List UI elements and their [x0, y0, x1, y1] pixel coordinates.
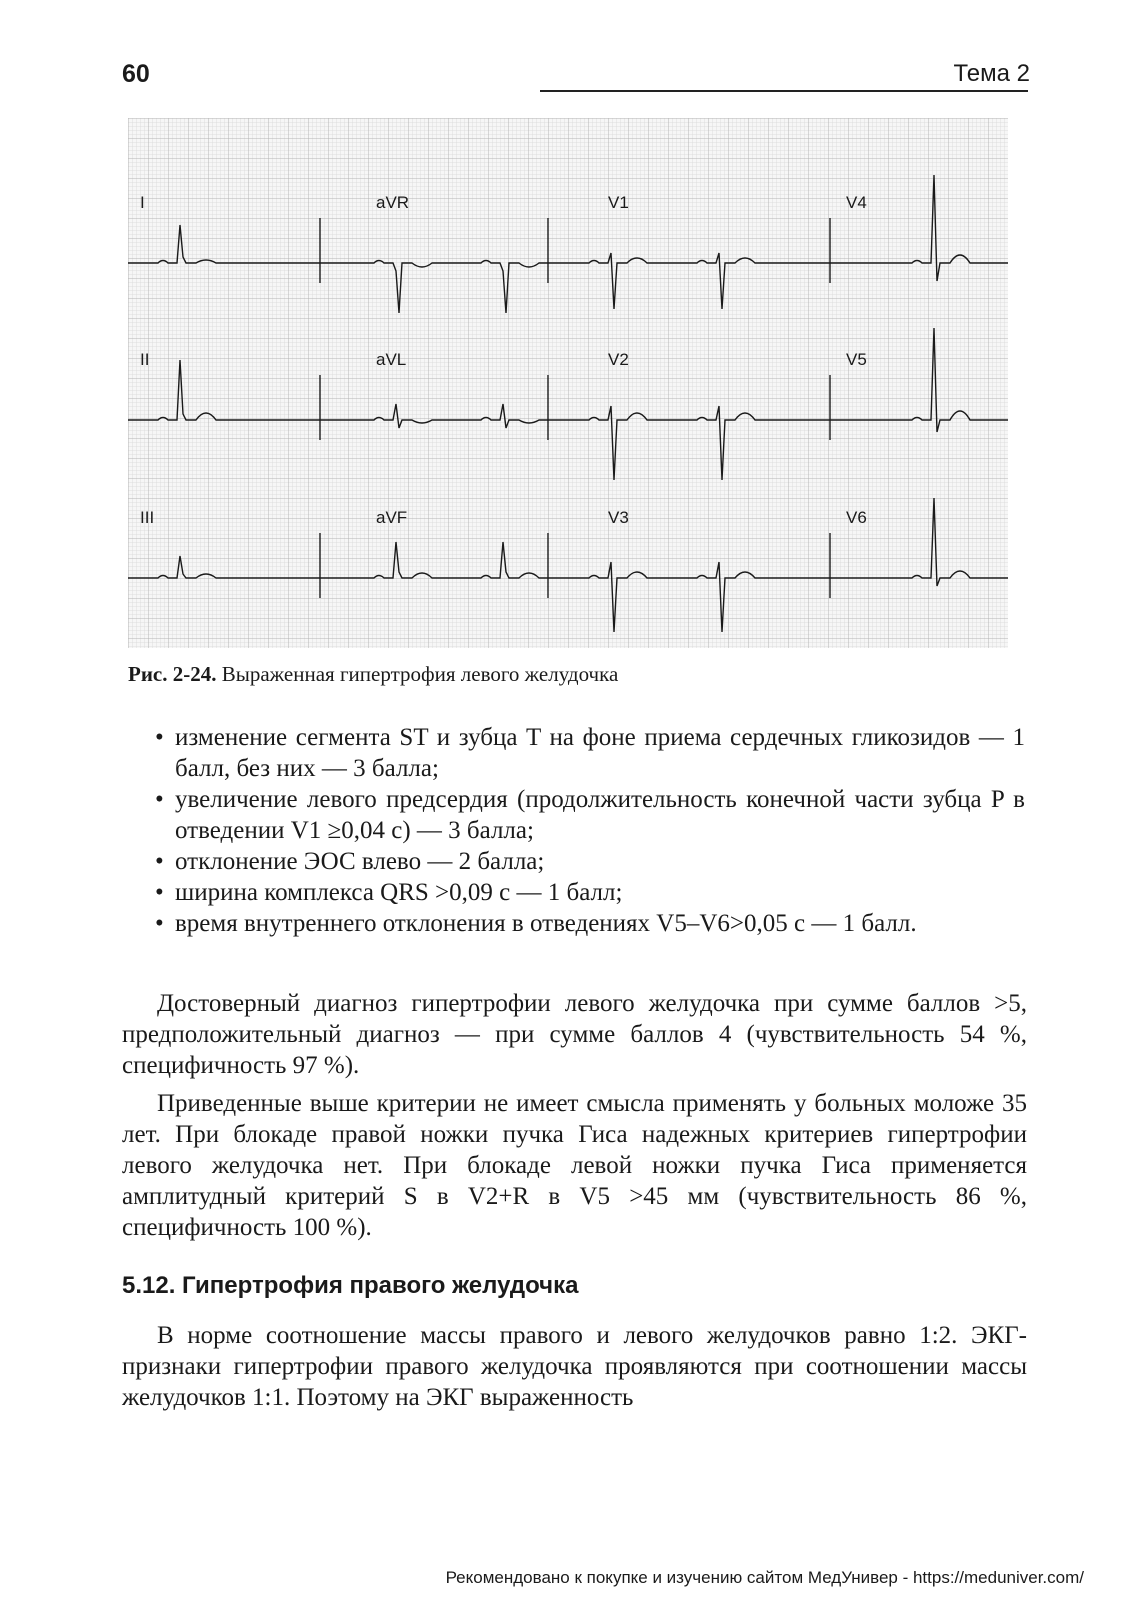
criteria-list — [155, 722, 1025, 939]
lead-label: aVL — [376, 350, 407, 369]
lead-label: I — [140, 193, 145, 212]
lead-label: II — [140, 350, 150, 369]
lead-label: aVF — [376, 508, 408, 527]
figure-caption — [128, 662, 618, 687]
section-heading: 5.12. Гипертрофия правого желудочка — [122, 1272, 579, 1299]
criteria-item: • изменение сегмента ST и зубца T на фоне приема сердечных гликозидов — 1 балл, без них — 3 балла; — [155, 722, 1025, 784]
criteria-item: • время внутреннего отклонения в отведениях V5–V6>0,05 с — 1 балл. — [155, 908, 1025, 939]
lead-label: aVR — [376, 193, 410, 212]
figure-caption-text: Выраженная гипертрофия левого желудочка — [221, 662, 619, 686]
criteria-item: • увеличение левого предсердия (продолжительность конечной части зубца P в отведении V1 ≥0,04 с) — 3 балла; — [155, 784, 1025, 846]
body-paragraph: Достоверный диагноз гипертрофии левого желудочка при сумме баллов >5, предположительный диагноз — при сумме баллов 4 (чувствительность 54 %, специфичность 97 %). — [122, 990, 1027, 1079]
lead-label: V5 — [846, 350, 867, 369]
ecg-grid-major — [128, 118, 1008, 648]
section-paragraph: В норме соотношение массы правого и левого желудочков равно 1:2. ЭКГ-признаки гипертрофии правого желудочка проявляются при соотношении массы желудочков 1:1. Поэтому на ЭКГ выраженность — [122, 1322, 1027, 1411]
ecg-figure — [128, 118, 1008, 648]
header-rule — [540, 90, 1028, 92]
body-paragraph: Приведенные выше критерии не имеет смысла применять у больных моложе 35 лет. При блокаде правой ножки пучка Гиса надежных критериев гипертрофии левого желудочка нет. При блокаде левой ножки пучка Гиса применяется амплитудный критерий S в V2+R в V5 >45 мм (чувствительность 86 %, специфичность 100 %). — [122, 1090, 1027, 1241]
lead-label: V3 — [608, 508, 629, 527]
figure-caption-label: Рис. 2-24. — [128, 662, 217, 686]
criteria-item: • ширина комплекса QRS >0,09 с — 1 балл; — [155, 877, 1025, 908]
running-header-topic: Тема 2 — [953, 60, 1030, 87]
lead-label: V1 — [608, 193, 629, 212]
criteria-item: • отклонение ЭОС влево — 2 балла; — [155, 846, 1025, 877]
lead-label: V6 — [846, 508, 867, 527]
lead-label: V2 — [608, 350, 629, 369]
lead-label: V4 — [846, 193, 867, 212]
footer-note: Рекомендовано к покупке и изучению сайтом МедУнивер - https://meduniver.com/ — [445, 1568, 1084, 1587]
lead-label: III — [140, 508, 155, 527]
page-number: 60 — [122, 60, 150, 88]
